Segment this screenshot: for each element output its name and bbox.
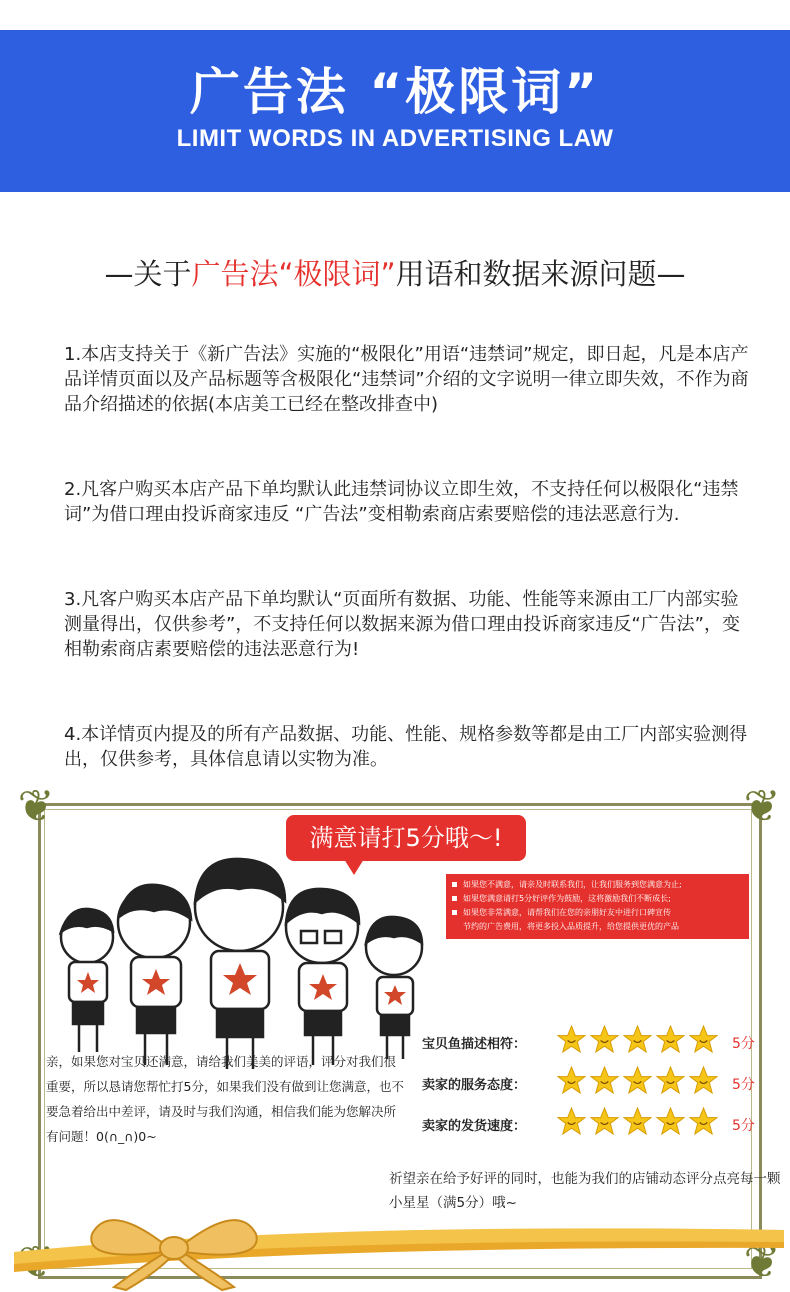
star-icon[interactable]	[623, 1107, 652, 1136]
rating-label: 宝贝鱼描述相符：	[422, 1037, 527, 1052]
rating-score: 5分	[732, 1077, 755, 1093]
star-icon[interactable]	[689, 1066, 718, 1095]
star-icon[interactable]	[689, 1025, 718, 1054]
corner-ornament-icon: ❦	[743, 1237, 781, 1288]
star-rating[interactable]	[557, 1025, 722, 1054]
notice-line: 如果您不满意，请亲及时联系我们，让我们服务到您满意为止;	[452, 878, 743, 892]
clause-4: 4.本详情页内提及的所有产品数据、功能、性能、规格参数等都是由工厂内部实验测得出，仅供参考，具体信息请以实物为准。	[64, 724, 748, 770]
star-icon[interactable]	[590, 1066, 619, 1095]
review-intro-text: 亲，如果您对宝贝还满意，请给我们美美的评语，评分对我们很重要，所以恳请您帮忙打5分，如果我们没有做到让您满意，也不要急着给出中差评，请及时与我们沟通，相信我们能为您解决所有问题！0(∩_∩)0~	[46, 1054, 404, 1144]
rating-row	[422, 1025, 767, 1066]
clause-3: 3.凡客户购买本店产品下单均默认“页面所有数据、功能、性能等来源由工厂内部实验测量得出，仅供参考”，不支持任何以数据来源为借口理由投诉商家违反“广告法”，变相勒索商店素要赔偿的违法恶意行为!	[64, 589, 740, 660]
star-icon[interactable]	[557, 1107, 586, 1136]
rating-certificate	[14, 781, 784, 1288]
corner-ornament-icon: ❦	[743, 781, 781, 832]
rating-request-bubble: 满意请打5分哦～!	[286, 815, 526, 861]
heading-prefix: —关于	[104, 257, 192, 291]
star-icon[interactable]	[557, 1025, 586, 1054]
rating-row	[422, 1066, 767, 1107]
service-notice-box	[446, 874, 749, 939]
star-icon[interactable]	[656, 1025, 685, 1054]
star-rating[interactable]	[557, 1066, 722, 1095]
bow-ribbon-icon	[14, 1182, 784, 1292]
rating-wish-text: 祈望亲在给予好评的同时，也能为我们的店铺动态评分点亮每一颗小星星（满5分）哦~	[389, 1171, 781, 1211]
star-icon[interactable]	[656, 1107, 685, 1136]
rating-score: 5分	[732, 1036, 755, 1052]
notice-line: 如果您满意请打5分好评作为鼓励，这将激励我们不断成长;	[452, 892, 743, 906]
rating-list	[422, 1025, 767, 1148]
rating-label: 卖家的发货速度：	[422, 1119, 527, 1134]
star-icon[interactable]	[590, 1107, 619, 1136]
star-icon[interactable]	[656, 1066, 685, 1095]
corner-ornament-icon: ❦	[17, 781, 55, 832]
star-rating[interactable]	[557, 1107, 722, 1136]
clause-1: 1.本店支持关于《新广告法》实施的“极限化”用语“违禁词”规定，即日起，凡是本店产品详情页面以及产品标题等含极限化“违禁词”介绍的文字说明一律立即失效，不作为商品介绍描述的依据(本店美工已经在整改排查中)	[64, 344, 749, 415]
heading-highlight: 广告法“极限词”	[191, 257, 396, 291]
rating-row	[422, 1107, 767, 1148]
star-icon[interactable]	[590, 1025, 619, 1054]
rating-score: 5分	[732, 1118, 755, 1134]
rating-label: 卖家的服务态度：	[422, 1078, 527, 1093]
clause-2: 2.凡客户购买本店产品下单均默认此违禁词协议立即生效，不支持任何以极限化“违禁词”为借口理由投诉商家违反 “广告法”变相勒索商店索要赔偿的违法恶意行为.	[64, 479, 739, 525]
heading-suffix: 用语和数据来源问题—	[395, 257, 686, 291]
star-icon[interactable]	[557, 1066, 586, 1095]
notice-line: 节约的广告费用，将更多投入品质提升，给您提供更优的产品	[463, 922, 679, 931]
section-heading	[0, 252, 790, 293]
banner-subtitle: LIMIT WORDS IN ADVERTISING LAW	[176, 125, 614, 152]
banner-title: 广告法 “极限词”	[189, 63, 601, 121]
clause-list	[64, 342, 754, 832]
notice-line: 如果您非常满意，请帮我们在您的亲朋好友中进行口碑宣传	[452, 906, 743, 920]
star-icon[interactable]	[623, 1025, 652, 1054]
title-banner	[0, 30, 790, 192]
star-icon[interactable]	[689, 1107, 718, 1136]
cartoon-kids-illustration	[39, 827, 444, 1072]
star-icon[interactable]	[623, 1066, 652, 1095]
